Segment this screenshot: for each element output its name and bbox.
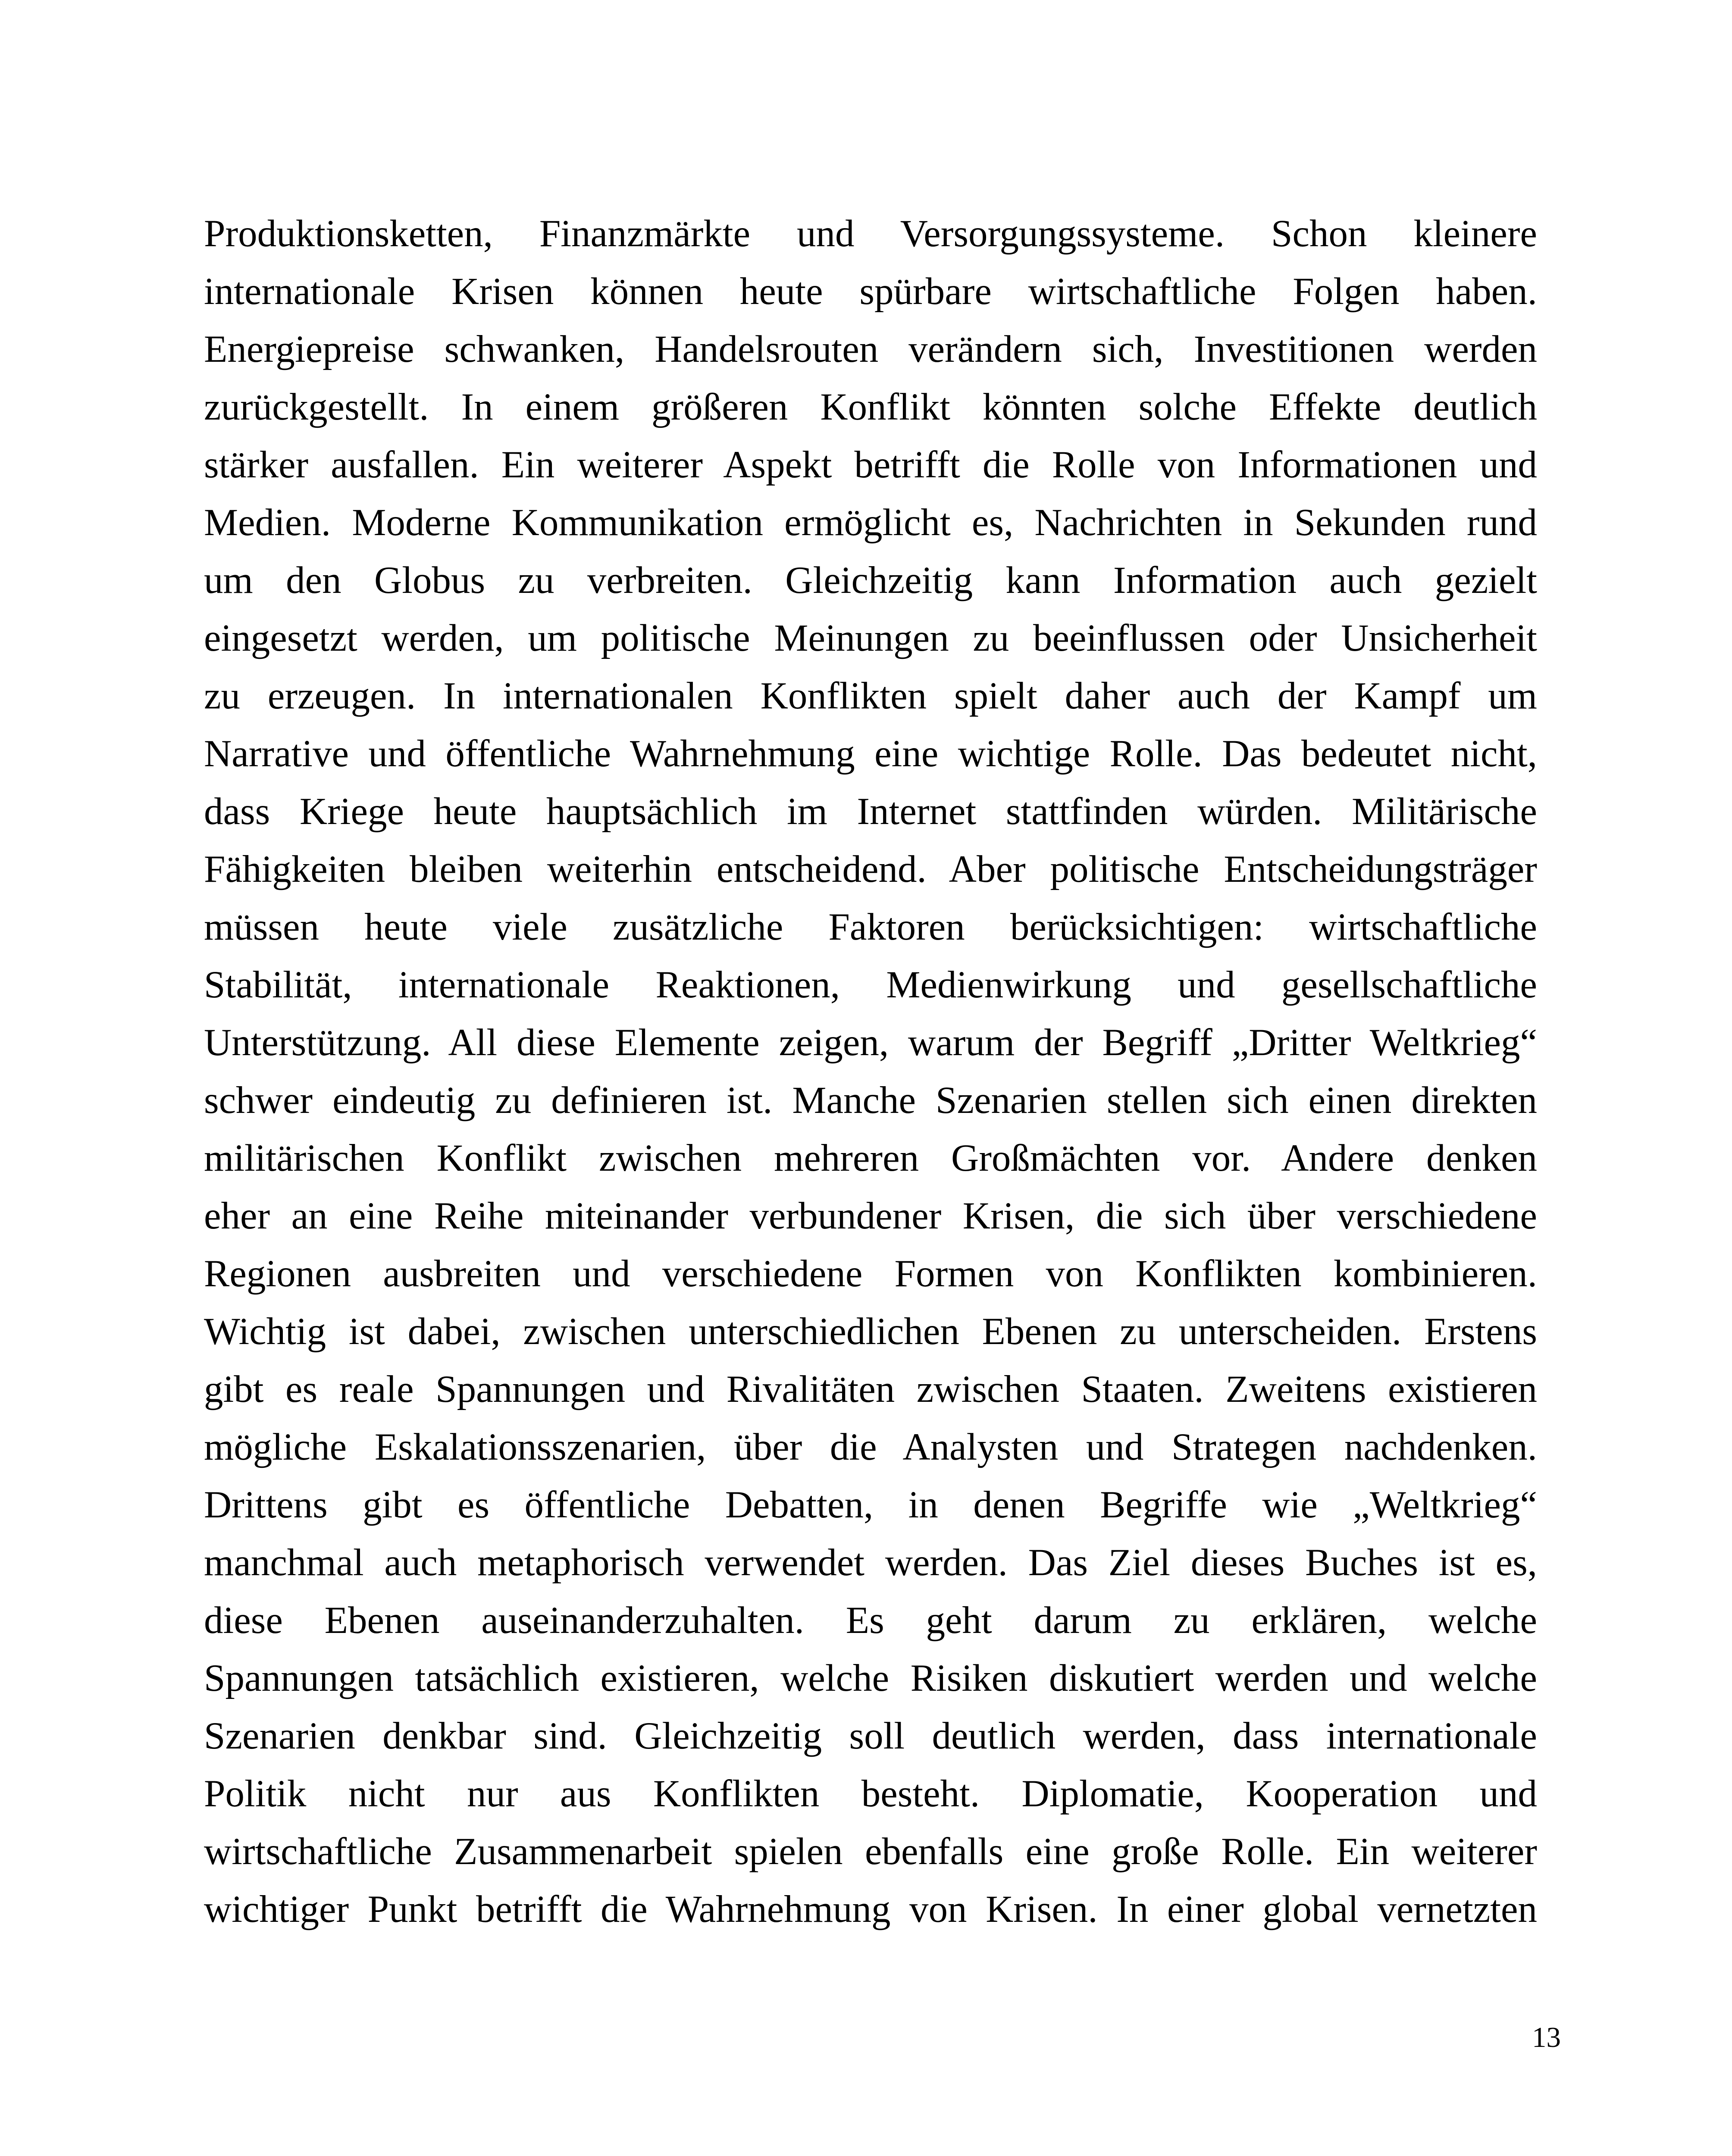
text-line: wirtschaftliche Zusammenarbeit spielen ebenfalls eine große Rolle. Ein weiterer xyxy=(204,1830,1537,1873)
text-line: mögliche Eskalationsszenarien, über die Analysten und Strategen nachdenken. xyxy=(204,1426,1537,1468)
text-line: gibt es reale Spannungen und Rivalitäten zwischen Staaten. Zweitens existieren xyxy=(204,1368,1537,1410)
body-text xyxy=(204,205,1537,1938)
text-line: stärker ausfallen. Ein weiterer Aspekt betrifft die Rolle von Informationen und xyxy=(204,444,1537,486)
text-line: Drittens gibt es öffentliche Debatten, in denen Begriffe wie „Weltkrieg“ xyxy=(204,1484,1537,1526)
text-line: Szenarien denkbar sind. Gleichzeitig soll deutlich werden, dass internationale xyxy=(204,1715,1537,1757)
text-line: Narrative und öffentliche Wahrnehmung eine wichtige Rolle. Das bedeutet nicht, xyxy=(204,733,1537,775)
text-line: um den Globus zu verbreiten. Gleichzeitig kann Information auch gezielt xyxy=(204,559,1537,602)
text-line: eher an eine Reihe miteinander verbundener Krisen, die sich über verschiedene xyxy=(204,1195,1537,1237)
text-line: Unterstützung. All diese Elemente zeigen, warum der Begriff „Dritter Weltkrieg“ xyxy=(204,1022,1537,1064)
text-line: internationale Krisen können heute spürbare wirtschaftliche Folgen haben. xyxy=(204,270,1537,313)
text-line: manchmal auch metaphorisch verwendet werden. Das Ziel dieses Buches ist es, xyxy=(204,1542,1537,1584)
text-line: Medien. Moderne Kommunikation ermöglicht es, Nachrichten in Sekunden rund xyxy=(204,501,1537,544)
text-line: Regionen ausbreiten und verschiedene Formen von Konflikten kombinieren. xyxy=(204,1253,1537,1295)
page-number: 13 xyxy=(1532,2021,1561,2053)
text-line: Stabilität, internationale Reaktionen, Medienwirkung und gesellschaftliche xyxy=(204,964,1537,1006)
text-line: zurückgestellt. In einem größeren Konflikt könnten solche Effekte deutlich xyxy=(204,386,1537,428)
text-line: dass Kriege heute hauptsächlich im Internet stattfinden würden. Militärische xyxy=(204,790,1537,833)
text-line: zu erzeugen. In internationalen Konflikten spielt daher auch der Kampf um xyxy=(204,675,1537,717)
text-line: militärischen Konflikt zwischen mehreren Großmächten vor. Andere denken xyxy=(204,1137,1537,1179)
text-line: Politik nicht nur aus Konflikten besteht. Diplomatie, Kooperation und xyxy=(204,1773,1537,1815)
text-line: wichtiger Punkt betrifft die Wahrnehmung von Krisen. In einer global vernetzten xyxy=(204,1888,1537,1930)
text-line: eingesetzt werden, um politische Meinungen zu beeinflussen oder Unsicherheit xyxy=(204,617,1537,659)
text-line: Energiepreise schwanken, Handelsrouten verändern sich, Investitionen werden xyxy=(204,328,1537,370)
text-line: diese Ebenen auseinanderzuhalten. Es geht darum zu erklären, welche xyxy=(204,1599,1537,1642)
text-line: Spannungen tatsächlich existieren, welche Risiken diskutiert werden und welche xyxy=(204,1657,1537,1699)
text-line: Fähigkeiten bleiben weiterhin entscheidend. Aber politische Entscheidungsträger xyxy=(204,848,1537,890)
text-line: Wichtig ist dabei, zwischen unterschiedlichen Ebenen zu unterscheiden. Erstens xyxy=(204,1310,1537,1353)
text-line: schwer eindeutig zu definieren ist. Manche Szenarien stellen sich einen direkten xyxy=(204,1079,1537,1122)
text-line: Produktionsketten, Finanzmärkte und Versorgungssysteme. Schon kleinere xyxy=(204,213,1537,255)
text-line: müssen heute viele zusätzliche Faktoren berücksichtigen: wirtschaftliche xyxy=(204,906,1537,948)
